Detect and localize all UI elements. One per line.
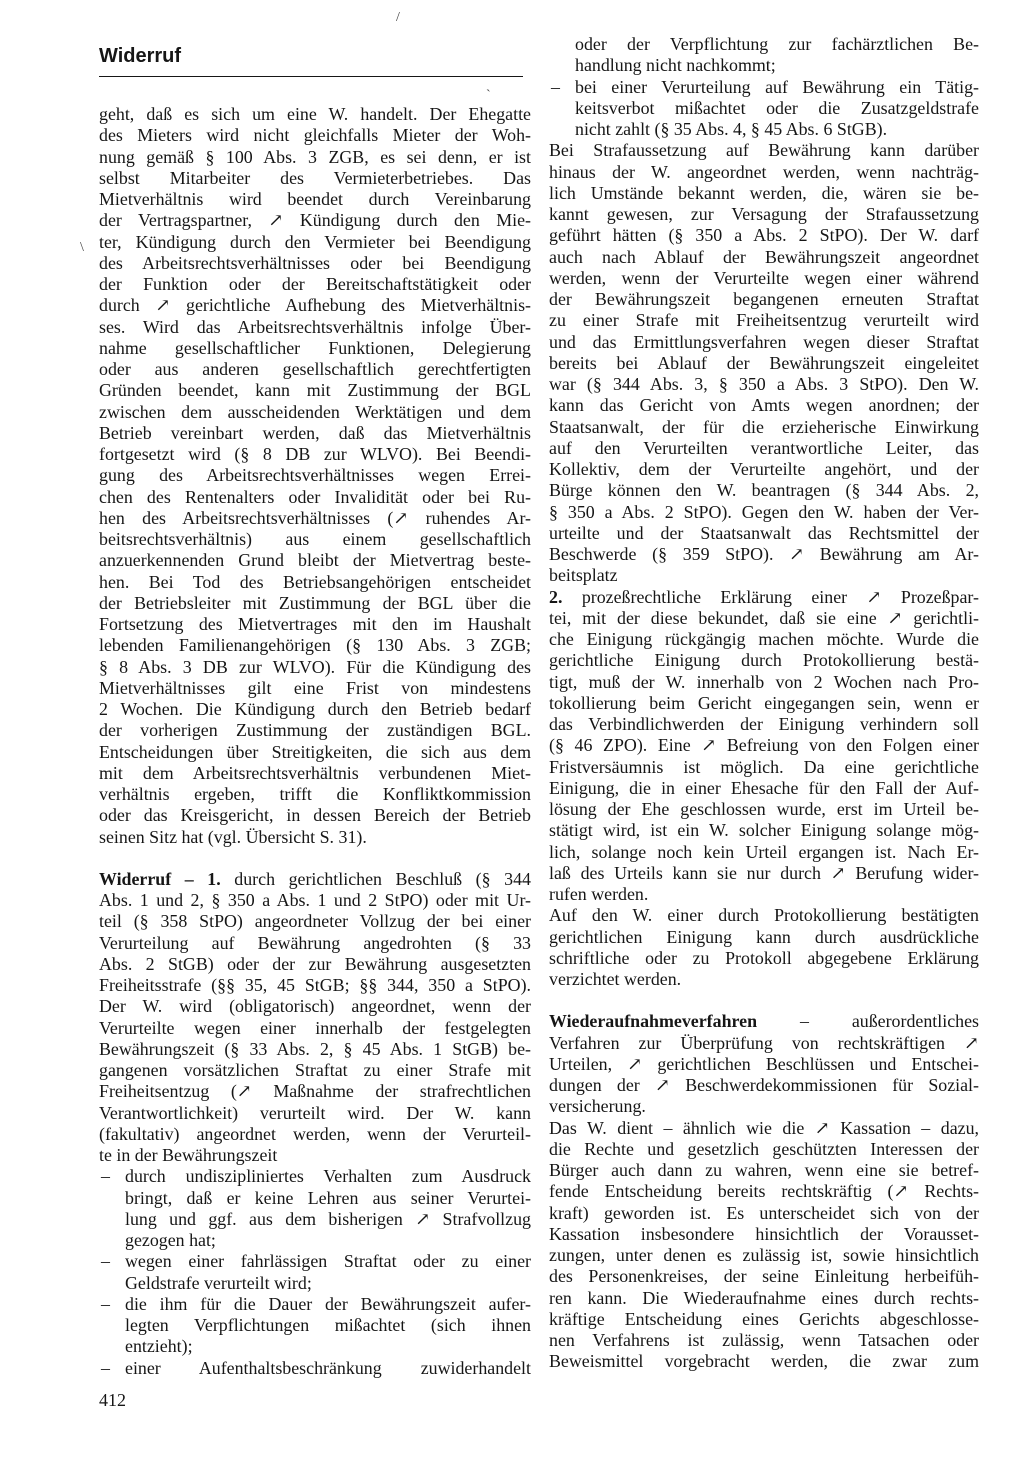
line-text: Der W. wird (obligatorisch) angeordnet, wenn der <box>99 996 531 1017</box>
line-text: urteilte und der Staatsanwalt das Rechtsmittel der <box>549 522 979 543</box>
line-text: werden, wenn der Verurteilte wegen einer während <box>549 267 979 288</box>
line-text: durch ↗ gerichtliche Aufhebung des Mietverhältnis- <box>99 295 531 316</box>
line-text: fortgesetzt wird (§ 8 DB zur WLVO). Bei Beendi- <box>99 444 531 464</box>
line-text: beitsplatz <box>549 565 618 586</box>
text-line <box>549 587 979 608</box>
line-text: keitsverbot mißachtet oder die Zusatzgeldstrafe <box>575 97 979 118</box>
text-line <box>549 417 979 438</box>
line-text: – außerordentliches <box>799 1011 979 1032</box>
line-text: mit dem Arbeitsrechtsverhältnis verbundenen Miet- <box>99 762 531 783</box>
line-text: Freiheitsentzug (↗ Maßnahme der strafrechtlichen <box>99 1081 531 1102</box>
text-line <box>99 1039 531 1060</box>
scan-mark: / <box>396 10 400 25</box>
text-line <box>99 996 531 1017</box>
text-line <box>99 1081 531 1102</box>
text-line <box>549 927 979 948</box>
text-line <box>549 183 979 204</box>
text-line <box>549 1181 979 1202</box>
line-text: das Verbindlichwerden der Einigung verhindern soll <box>549 714 979 734</box>
line-text: hen. Bei Tod des Betriebsangehörigen entscheidet <box>99 571 531 592</box>
entry-term: Widerruf – 1. <box>99 868 235 889</box>
text-line <box>99 848 531 869</box>
text-line <box>549 1011 979 1032</box>
line-text: Verurteilte wegen einer innerhalb der festgelegten <box>99 1017 531 1038</box>
line-text: anzuerkennenden Grund bleibt der Mietvertrag beste- <box>99 550 531 571</box>
line-text: Entscheidungen über Streitigkeiten, die sich aus dem <box>99 741 531 762</box>
line-text: einer Aufenthaltsbeschränkung zuwiderhandelt <box>125 1357 531 1378</box>
line-text: handlung nicht nachkommt; <box>575 55 776 76</box>
text-line <box>549 799 979 820</box>
line-text: Verfahren zur Überprüfung von rechtskräftigen ↗ <box>549 1032 979 1053</box>
text-line <box>549 1288 979 1309</box>
text-line <box>99 1336 531 1357</box>
line-text: Bei Strafaussetzung auf Bewährung kann darüber <box>549 140 979 161</box>
line-text: der vorherigen Zustimmung der zuständigen BGL. <box>99 720 531 741</box>
text-line <box>99 508 531 529</box>
line-text: der Bewährungszeit begangenen erneuten Straftat <box>549 289 979 309</box>
line-text: kannt gewesen, zur Versagung der Strafaussetzung <box>549 204 979 224</box>
text-line <box>549 565 979 586</box>
left-column <box>99 104 531 1379</box>
text-line <box>99 1166 531 1187</box>
line-text: Gründen beendet, kann mit Zustimmung der BGL <box>99 380 531 401</box>
text-line <box>549 480 979 501</box>
line-text: che Einigung rückgängig machen möchte. Wurde die <box>549 629 979 649</box>
text-line <box>549 502 979 523</box>
line-text: nicht zahlt (§ 35 Abs. 4, § 45 Abs. 6 StGB). <box>575 119 888 139</box>
text-line <box>549 905 979 926</box>
text-line <box>549 247 979 268</box>
line-text: te in der Bewährungszeit <box>99 1145 278 1165</box>
bullet-dash: – <box>101 1166 110 1187</box>
line-text: seinen Sitz hat (vgl. Übersicht S. 31). <box>99 826 367 847</box>
line-text: zungen, unter denen es zulässig ist, sowie hinsichtlich <box>549 1245 979 1265</box>
line-text: hinaus der W. angeordnet werden, wenn nachträg- <box>549 161 979 182</box>
text-line <box>549 395 979 416</box>
text-line <box>99 954 531 975</box>
text-line <box>549 1309 979 1330</box>
line-text: (§ 46 ZPO). Eine ↗ Befreiung von den Folgen einer <box>549 735 979 756</box>
bullet-dash: – <box>101 1293 110 1314</box>
line-text: Mietverhältnisses gilt eine Frist von mindestens <box>99 677 531 698</box>
text-line <box>549 672 979 693</box>
line-text: Abs. 1 und 2, § 350 a Abs. 1 und 2 StPO) oder mit Ur- <box>99 890 531 910</box>
line-text: Fortsetzung des Mietvertrages mit den im Haushalt <box>99 614 531 634</box>
line-text: stätigt wird, ist ein W. solcher Einigung solange mög- <box>549 820 979 841</box>
line-text: Beschwerde (§ 359 StPO). ↗ Bewährung am Ar- <box>549 544 979 564</box>
text-line <box>99 529 531 550</box>
text-line <box>99 742 531 763</box>
text-line <box>549 459 979 480</box>
text-line <box>549 374 979 395</box>
line-text: Verantwortlichkeit) verurteilt wird. Der W. kann <box>99 1102 531 1123</box>
line-text: geht, daß es sich um eine W. handelt. Der Ehegatte <box>99 104 531 124</box>
text-line <box>99 1018 531 1039</box>
line-text: Bürge können den W. beantragen (§ 344 Abs. 2, <box>549 480 979 501</box>
line-text: Einigung, die in einer Ehesache für den Fall der Auf- <box>549 777 979 798</box>
text-line <box>549 948 979 969</box>
text-line <box>99 232 531 253</box>
text-line <box>99 487 531 508</box>
text-line <box>549 693 979 714</box>
text-line <box>99 465 531 486</box>
line-text: schriftliche oder zu Protokoll abgegebene Erklärung <box>549 947 979 968</box>
text-line <box>549 1266 979 1287</box>
line-text: verzichtet werden. <box>549 969 682 989</box>
line-text: Das W. dient – ähnlich wie die ↗ Kassation – dazu, <box>549 1117 979 1138</box>
line-text: des Arbeitsrechtsverhältnisses oder bei Beendigung <box>99 252 531 273</box>
text-line <box>99 614 531 635</box>
text-line <box>549 77 979 98</box>
line-text: verhältnis ergeben, trifft die Konfliktkommission <box>99 784 531 804</box>
text-line <box>99 423 531 444</box>
line-text: Freiheitsstrafe (§§ 35, 45 StGB; §§ 344, 350 a StPO). <box>99 975 531 995</box>
text-line <box>99 635 531 656</box>
line-text: teil (§ 358 StPO) angeordneter Vollzug der bei einer <box>99 911 531 932</box>
text-line <box>99 210 531 231</box>
text-line <box>99 657 531 678</box>
line-text: tei, mit der diese bekundet, daß sie eine ↗ gerichtli- <box>549 607 979 628</box>
text-line <box>549 1160 979 1181</box>
line-text: auf den Verurteilten verantwortliche Leiter, das <box>549 437 979 458</box>
text-line <box>549 140 979 161</box>
text-line <box>99 1230 531 1251</box>
text-line <box>99 317 531 338</box>
text-line <box>99 359 531 380</box>
text-line <box>549 119 979 140</box>
line-text: Fristversäumnis ist möglich. Da eine gerichtliche <box>549 756 979 777</box>
text-line <box>549 1033 979 1054</box>
text-line <box>99 104 531 125</box>
line-text: Mietverhältnis wird beendet durch Vereinbarung <box>99 189 531 209</box>
text-line <box>549 162 979 183</box>
line-text: Kassation insbesondere hinsichtlich der Vorausset- <box>549 1223 979 1244</box>
text-line <box>99 125 531 146</box>
text-line <box>549 310 979 331</box>
line-text: auch nach Ablauf der Bewährungszeit angeordnet <box>549 246 979 267</box>
text-line <box>549 225 979 246</box>
line-text: gung des Arbeitsrechtsverhältnisses wegen Errei- <box>99 465 531 486</box>
text-line <box>99 572 531 593</box>
scan-mark: ˋ <box>486 88 491 103</box>
text-line <box>99 1124 531 1145</box>
line-text: zwischen dem ausscheidenden Werktätigen und dem <box>99 401 531 422</box>
line-text: lebenden Familienangehörigen (§ 130 Abs. 3 ZGB; <box>99 635 531 656</box>
bullet-dash: – <box>101 1251 110 1272</box>
line-text: Beweismittel vorgebracht werden, die zwar zum <box>549 1351 979 1372</box>
line-text: selbst Mitarbeiter des Vermieterbetriebes. Das <box>99 167 531 188</box>
line-text: bereits bei Ablauf der Bewährungszeit eingeleitet <box>549 352 979 373</box>
line-text: ses. Wird das Arbeitsrechtsverhältnis infolge Über- <box>99 316 531 337</box>
line-text: Staatsanwalt, der für die erzieherische Einwirkung <box>549 416 979 437</box>
text-line <box>99 975 531 996</box>
text-line <box>99 1060 531 1081</box>
line-text: § 8 Abs. 3 DB zur WLVO). Für die Kündigung des <box>99 656 531 677</box>
text-line <box>549 735 979 756</box>
text-line <box>549 289 979 310</box>
text-line <box>99 168 531 189</box>
text-line <box>99 869 531 890</box>
line-text: die ihm für die Dauer der Bewährungszeit aufer- <box>125 1293 531 1314</box>
line-text: lich, solange noch kein Urteil ergangen ist. Nach Er- <box>549 841 979 862</box>
line-text: die Rechte und gesetzlich geschützten Interessen der <box>549 1138 979 1159</box>
line-text: zu einer Strafe mit Freiheitsentzug verurteilt wird <box>549 310 979 331</box>
text-line <box>549 55 979 76</box>
line-text: der Vertragspartner, ↗ Kündigung durch den Mie- <box>99 210 531 231</box>
text-line <box>549 1330 979 1351</box>
line-text: ter, Kündigung durch den Vermieter bei Beendigung <box>99 231 531 252</box>
line-text: dungen der ↗ Beschwerdekommissionen für Sozial- <box>549 1075 979 1095</box>
line-text: lung und ggf. aus dem bisherigen ↗ Strafvollzug <box>125 1208 531 1229</box>
line-text: bringt, daß er keine Lehren aus seiner Verurtei- <box>125 1187 531 1208</box>
line-text: Verurteilung auf Bewährung angedrohten (§ 33 <box>99 932 531 953</box>
text-line <box>549 204 979 225</box>
line-text: fende Entscheidung bereits rechtskräftig (↗ Rechts- <box>549 1181 979 1202</box>
line-text: und das Ermittlungsverfahren wegen dieser Straftat <box>549 331 979 352</box>
text-line <box>99 147 531 168</box>
text-line <box>549 1245 979 1266</box>
text-line <box>549 544 979 565</box>
line-text: des Mieters wird nicht gleichfalls Mieter der Woh- <box>99 125 531 146</box>
text-line <box>549 1054 979 1075</box>
text-line <box>99 380 531 401</box>
line-text: rufen werden. <box>549 884 649 904</box>
text-line <box>549 1351 979 1372</box>
line-text: oder das Kreisgericht, in dessen Bereich der Betrieb <box>99 805 531 826</box>
text-line <box>99 1145 531 1166</box>
line-text: geführt hätten (§ 350 a Abs. 2 StPO). Der W. darf <box>549 225 979 246</box>
line-text: hen des Arbeitsrechtsverhältnisses (↗ ruhendes Ar- <box>99 507 531 528</box>
line-text: Bewährungszeit (§ 33 Abs. 2, § 45 Abs. 1 StGB) be- <box>99 1038 531 1059</box>
entry-term: Wiederaufnahmeverfahren <box>549 1011 800 1032</box>
text-line <box>99 253 531 274</box>
bullet-dash: – <box>101 1357 110 1378</box>
text-line <box>549 523 979 544</box>
text-line <box>549 98 979 119</box>
text-line <box>549 1096 979 1117</box>
line-text: beitsrechtsverhältnis) aus einem gesellschaftlich <box>99 529 531 549</box>
right-column <box>549 34 979 1373</box>
text-line <box>549 608 979 629</box>
text-line <box>99 678 531 699</box>
line-text: laß des Urteils kann sie nur durch ↗ Berufung wider- <box>549 862 979 883</box>
text-line <box>549 353 979 374</box>
line-text: kräftige Entscheidung eines Gerichts abgeschlosse- <box>549 1308 979 1329</box>
line-text: gangenen vorsätzlichen Straftat zu einer Strafe mit <box>99 1060 531 1080</box>
line-text: § 350 a Abs. 2 StPO). Gegen den W. haben der Ver- <box>549 501 979 522</box>
text-line <box>549 1118 979 1139</box>
text-line <box>99 911 531 932</box>
text-line <box>549 1224 979 1245</box>
text-line <box>99 699 531 720</box>
text-line <box>549 332 979 353</box>
line-text: Auf den W. einer durch Protokollierung bestätigten <box>549 905 979 926</box>
line-text: 2 Wochen. Die Kündigung durch den Betrieb bedarf <box>99 699 531 719</box>
text-line <box>549 863 979 884</box>
text-line <box>549 268 979 289</box>
text-line <box>549 1203 979 1224</box>
line-text: legten Verpflichtungen mißachtet (sich ihnen <box>125 1315 531 1335</box>
text-line <box>99 933 531 954</box>
text-line <box>549 34 979 55</box>
line-text: lich Umstände bekannt werden, die, wären sie be- <box>549 182 979 203</box>
line-text: tigt, muß der W. innerhalb von 2 Wochen nach Pro- <box>549 671 979 692</box>
line-text: entzieht); <box>125 1336 193 1357</box>
line-text: war (§ 344 Abs. 3, § 350 a Abs. 3 StPO). Den W. <box>549 374 979 394</box>
line-text: gerichtlichen Einigung kann durch ausdrückliche <box>549 926 979 947</box>
line-text: der Betriebsleiter mit Zustimmung der BGL über die <box>99 592 531 613</box>
line-text: wegen einer fahrlässigen Straftat oder zu einer <box>125 1251 531 1272</box>
page-number: 412 <box>99 1390 126 1410</box>
text-line <box>549 1075 979 1096</box>
line-text: Urteilen, ↗ gerichtlichen Beschlüssen und Entschei- <box>549 1053 979 1074</box>
line-text: lösung der Ehe geschlossen wurde, erst im Urteil be- <box>549 799 979 819</box>
text-line <box>99 550 531 571</box>
line-text: nahme gesellschaftlicher Funktionen, Delegierung <box>99 337 531 358</box>
text-line <box>99 1209 531 1230</box>
line-text: kann das Gericht von Amts wegen anordnen; der <box>549 395 979 416</box>
text-line <box>549 820 979 841</box>
text-line <box>549 757 979 778</box>
line-text: Bürger auch dann zu wahren, wenn eine sie betref- <box>549 1160 979 1180</box>
text-line <box>99 805 531 826</box>
line-text: chen des Rentenalters oder Invalidität oder bei Ru- <box>99 486 531 507</box>
text-line <box>99 720 531 741</box>
text-line <box>549 650 979 671</box>
text-line <box>99 1294 531 1315</box>
text-line <box>99 402 531 423</box>
line-text: versicherung. <box>549 1096 646 1117</box>
line-text: der Funktion oder der Bereitschaftstätigkeit oder <box>99 274 531 294</box>
bullet-dash: – <box>551 76 560 97</box>
line-text: Betrieb vereinbart werden, daß das Mietverhältnis <box>99 422 531 443</box>
text-line <box>99 1273 531 1294</box>
text-line <box>99 593 531 614</box>
text-line <box>99 1358 531 1379</box>
text-line <box>549 884 979 905</box>
line-text: kraft) geworden ist. Es unterscheidet sich von der <box>549 1202 979 1223</box>
text-line <box>99 827 531 848</box>
line-text: Geldstrafe verurteilt wird; <box>125 1272 312 1293</box>
text-line <box>99 763 531 784</box>
text-line <box>99 338 531 359</box>
line-text: durch undiszipliniertes Verhalten zum Ausdruck <box>125 1166 531 1187</box>
line-text: tokollierung beim Gericht eingegangen sein, wenn er <box>549 692 979 713</box>
text-line <box>549 969 979 990</box>
line-text: (fakultativ) angeordnet werden, wenn der Verurteil- <box>99 1123 531 1144</box>
line-text: gerichtliche Einigung durch Protokollierung bestä- <box>549 650 979 671</box>
text-line <box>99 444 531 465</box>
header-rule <box>99 76 523 77</box>
line-text: bei einer Verurteilung auf Bewährung ein Tätig- <box>575 76 979 97</box>
page-header-title: Widerruf <box>99 45 182 67</box>
entry-term: 2. <box>549 586 582 607</box>
text-line <box>549 714 979 735</box>
text-line <box>99 890 531 911</box>
text-line <box>549 629 979 650</box>
line-text: durch gerichtlichen Beschluß (§ 344 <box>234 868 531 889</box>
text-line <box>99 274 531 295</box>
line-text: gezogen hat; <box>125 1230 216 1250</box>
text-line <box>99 1315 531 1336</box>
line-text: ren kann. Die Wiederaufnahme eines durch rechts- <box>549 1287 979 1308</box>
text-line <box>549 990 979 1011</box>
line-text: Abs. 2 StGB) oder der zur Bewährung ausgesetzten <box>99 953 531 974</box>
text-line <box>549 778 979 799</box>
text-line <box>99 295 531 316</box>
text-line <box>549 438 979 459</box>
line-text: des Personenkreises, der seine Einleitung herbeifüh- <box>549 1266 979 1287</box>
text-line <box>99 784 531 805</box>
text-line <box>549 842 979 863</box>
text-line <box>99 1103 531 1124</box>
scan-mark: \ <box>80 240 84 255</box>
text-line <box>549 1139 979 1160</box>
text-line <box>99 1188 531 1209</box>
line-text: nung gemäß § 100 Abs. 3 ZGB, es sei denn, er ist <box>99 146 531 167</box>
text-line <box>99 1251 531 1272</box>
line-text: oder aus anderen gesellschaftlich gerechtfertigten <box>99 359 531 379</box>
line-text: prozeßrechtliche Erklärung einer ↗ Prozeßpar- <box>581 586 979 607</box>
text-line <box>99 189 531 210</box>
line-text: nen Verfahrens ist zulässig, wenn Tatsachen oder <box>549 1330 979 1350</box>
line-text: oder der Verpflichtung zur fachärztlichen Be- <box>575 34 979 54</box>
line-text: Kollektiv, dem der Verurteilte angehört, und der <box>549 459 979 479</box>
